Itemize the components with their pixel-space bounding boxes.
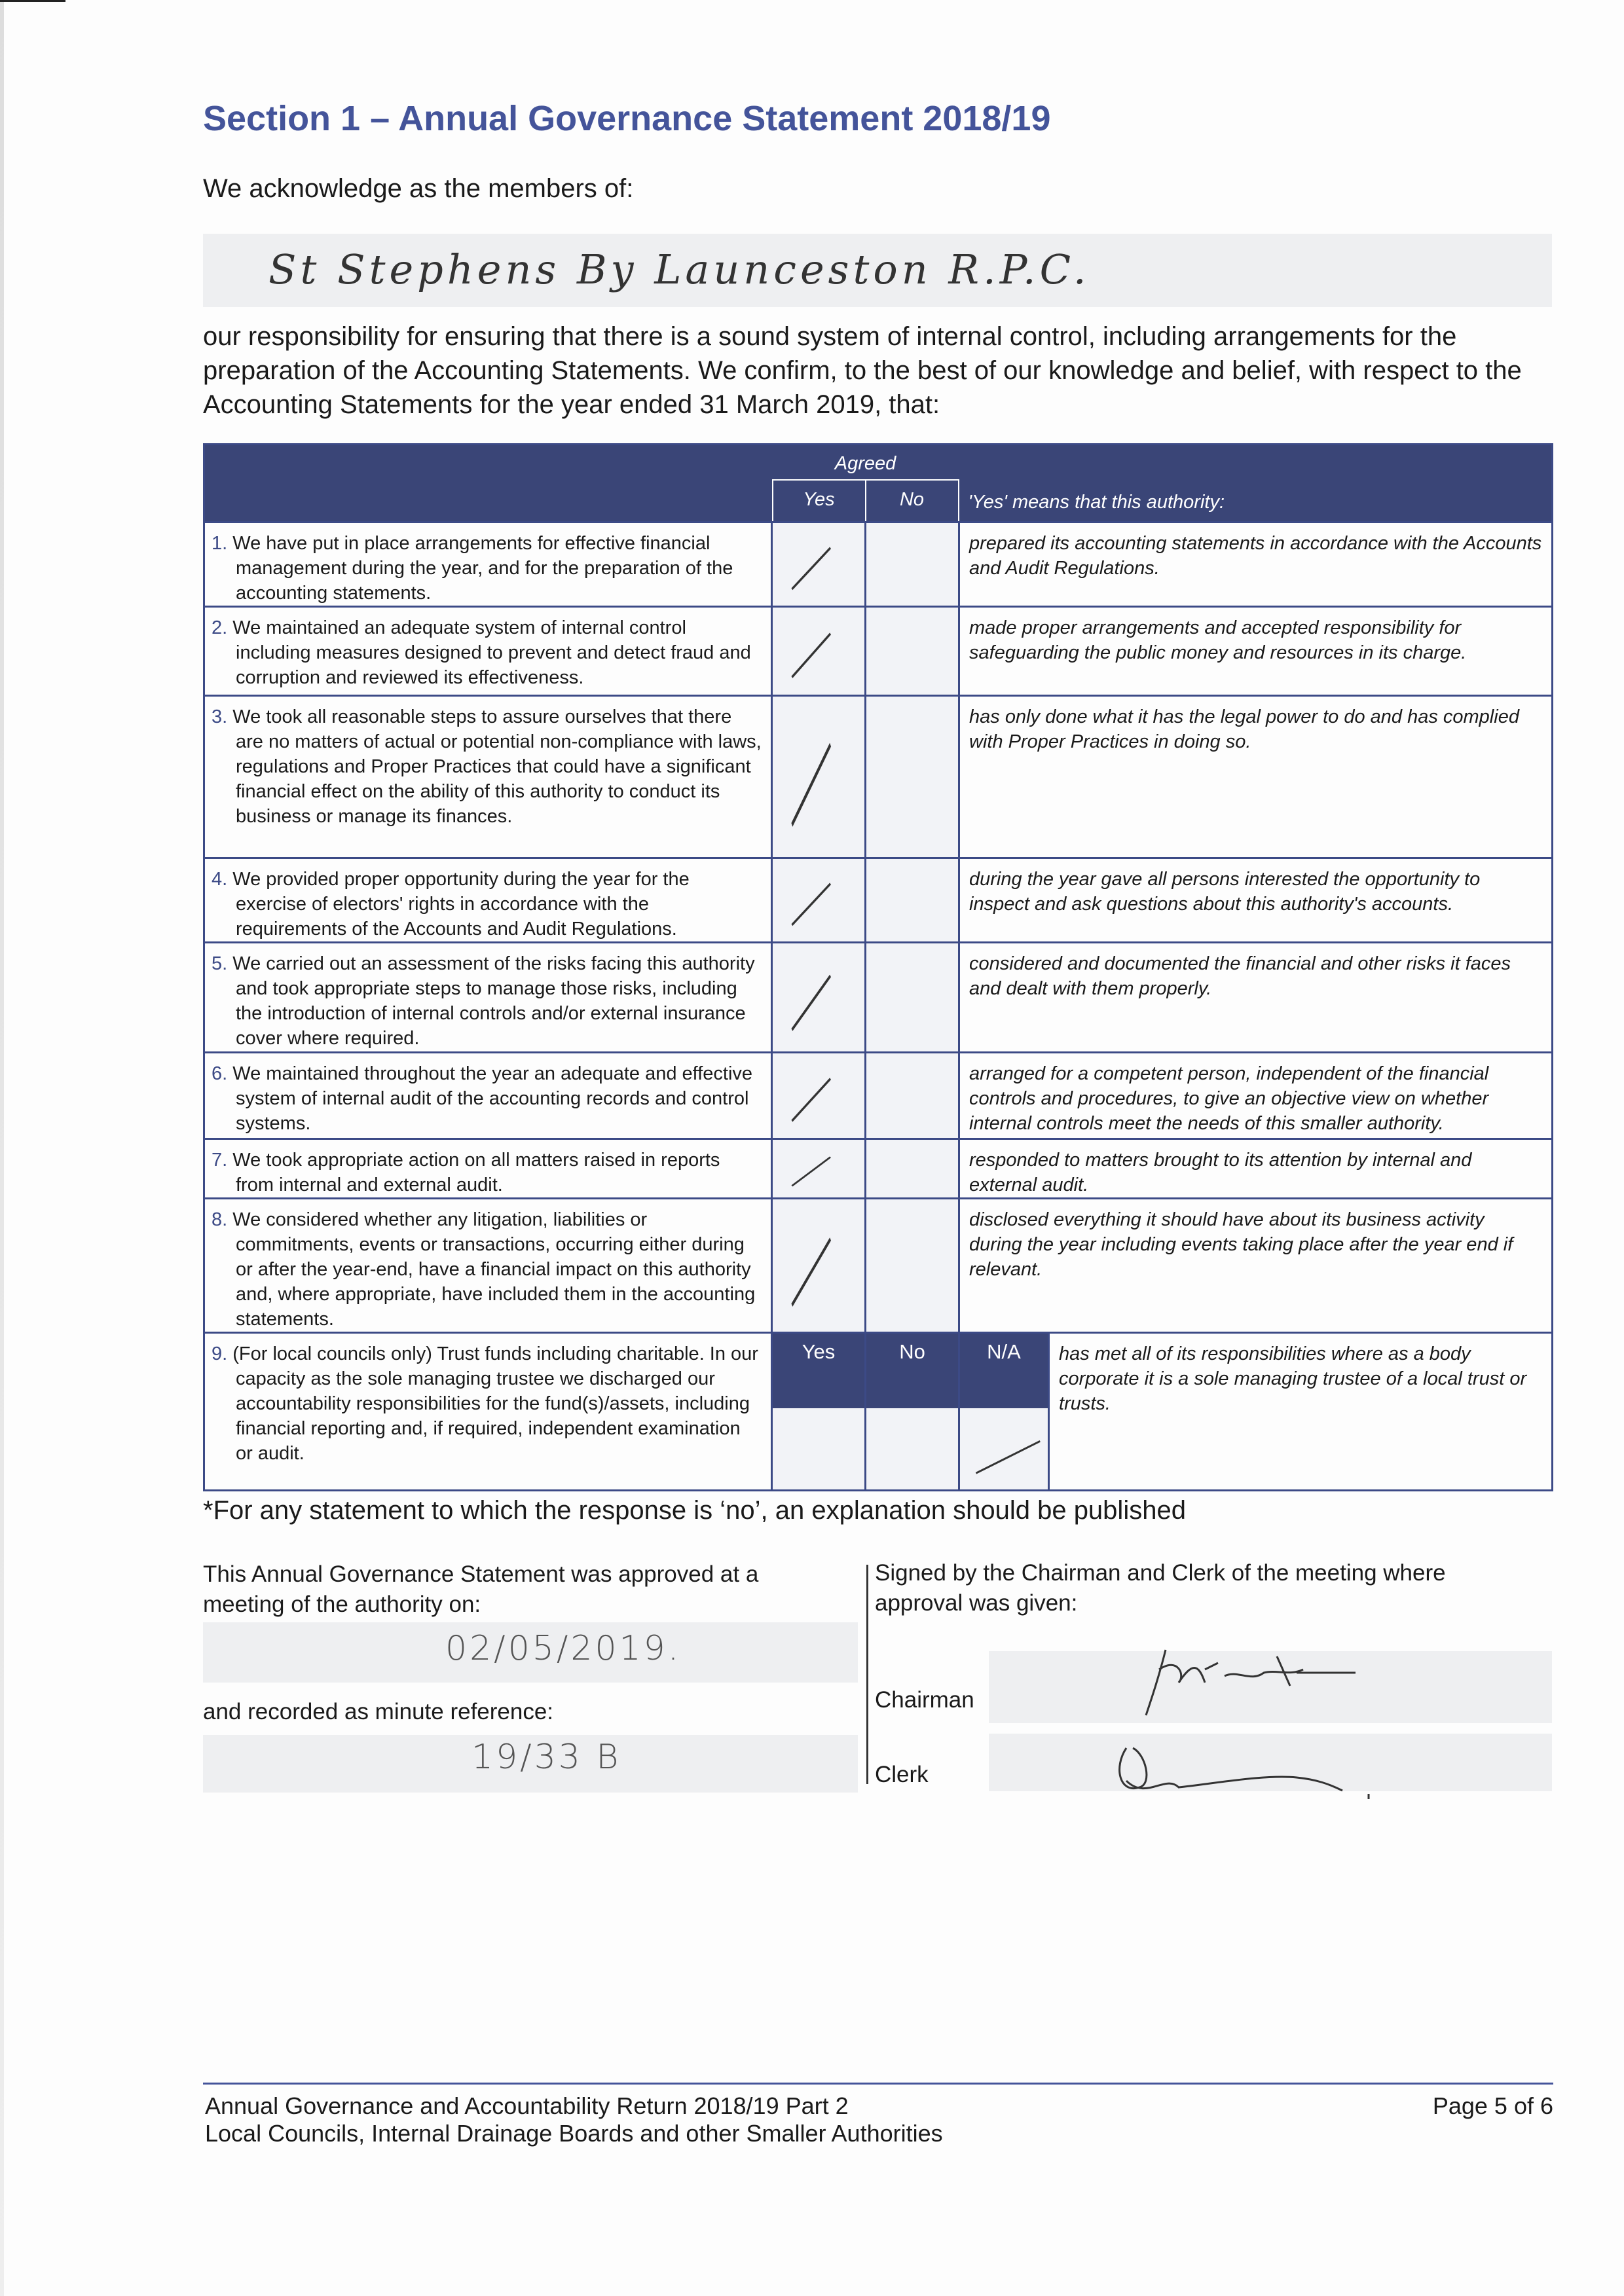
yes-header-9: Yes — [773, 1334, 864, 1408]
statement-cell — [204, 1199, 772, 1333]
yes-checkbox[interactable] — [772, 858, 866, 943]
statement-text: We carried out an assessment of the risks facing this authority and took appropriate steps to manage those risks, including the introduction of internal controls and/or external insurance cover where required. — [232, 953, 755, 1049]
statement-row — [204, 607, 1553, 696]
page-number: Page 5 of 6 — [1432, 2092, 1553, 2119]
statement-text: We have put in place arrangements for effective financial management during the year, and for the preparation of the accounting statements. — [232, 533, 733, 604]
statement-row — [204, 1199, 1553, 1333]
approval-date-field[interactable] — [203, 1622, 858, 1683]
statement-number: 6. — [212, 1063, 228, 1084]
statement-cell — [204, 1333, 772, 1491]
statement-row — [204, 1053, 1553, 1139]
check-mark-icon — [773, 1140, 864, 1197]
no-header-9: No — [866, 1334, 958, 1408]
meaning-cell: made proper arrangements and accepted responsibility for safeguarding the public money and resources in its charge. — [959, 607, 1553, 696]
page-title: Section 1 – Annual Governance Statement 2018/19 — [203, 99, 1051, 138]
na-header-9: N/A — [960, 1334, 1048, 1408]
authority-name-handwritten: St Stephens By Launceston R.P.C. — [268, 246, 1090, 293]
statement-text: (For local councils only) Trust funds including charitable. In our capacity as the sole managing trustee we discharged our accountability responsibilities for the fund(s)/assets, including financial reporting and, if required, independent examination or audit. — [232, 1343, 758, 1464]
check-mark-icon — [773, 697, 864, 857]
check-mark-icon — [773, 1053, 864, 1138]
statement-row — [204, 858, 1553, 943]
chairman-signature — [1146, 1650, 1356, 1715]
meaning-cell: responded to matters brought to its attention by internal and external audit. — [959, 1139, 1553, 1199]
signed-text: Signed by the Chairman and Clerk of the meeting where approval was given: — [875, 1560, 1446, 1616]
no-checkbox[interactable] — [866, 522, 959, 607]
statement-cell — [204, 943, 772, 1053]
meaning-cell: has only done what it has the legal power to do and has complied with Proper Practices in doing so. — [959, 696, 1553, 858]
no-checkbox[interactable] — [866, 858, 959, 943]
statement-text: We maintained throughout the year an adequate and effective system of internal audit of the accounting records and control systems. — [232, 1063, 753, 1134]
meaning-cell: has met all of its responsibilities where as a body corporate it is a sole managing trustee of a local trust or trusts. — [1049, 1333, 1553, 1491]
authority-name-field[interactable] — [203, 234, 1552, 307]
footer-text — [205, 2092, 943, 2147]
statement-text: We provided proper opportunity during the year for the exercise of electors' rights in accordance with the requirements of the Accounts and Audit Regulations. — [232, 869, 690, 939]
footer-line-2: Local Councils, Internal Drainage Boards and other Smaller Authorities — [205, 2120, 943, 2147]
clerk-label: Clerk — [875, 1762, 929, 1787]
yes-checkbox[interactable] — [772, 1139, 866, 1199]
statement-number: 4. — [212, 869, 228, 890]
statement-number: 5. — [212, 953, 228, 974]
check-mark-icon — [773, 1199, 864, 1332]
statement-cell — [204, 522, 772, 607]
yes-means-header: 'Yes' means that this authority: — [959, 445, 1553, 522]
chairman-label: Chairman — [875, 1687, 974, 1713]
statement-number: 8. — [212, 1209, 228, 1230]
statement-number: 3. — [212, 706, 228, 727]
check-mark-icon — [773, 859, 864, 941]
scan-edge — [0, 0, 4, 2296]
statement-number: 1. — [212, 533, 228, 554]
no-checkbox[interactable] — [866, 943, 959, 1053]
statement-cell — [204, 696, 772, 858]
footnote: *For any statement to which the response is ‘no’, an explanation should be published — [203, 1496, 1186, 1525]
meaning-cell: prepared its accounting statements in accordance with the Accounts and Audit Regulations. — [959, 522, 1553, 607]
statement-cell — [204, 607, 772, 696]
statement-row — [204, 1139, 1553, 1199]
statement-cell — [204, 1139, 772, 1199]
yes-checkbox[interactable] — [772, 522, 866, 607]
check-mark-icon — [773, 608, 864, 695]
statement-row — [204, 696, 1553, 858]
minute-label: and recorded as minute reference: — [203, 1699, 554, 1724]
meaning-cell: during the year gave all persons interested the opportunity to inspect and ask questions about this authority's accounts. — [959, 858, 1553, 943]
signatures — [1080, 1637, 1447, 1807]
na-checkbox-9[interactable] — [959, 1333, 1049, 1491]
yes-checkbox-9[interactable] — [772, 1333, 866, 1491]
intro-paragraph: our responsibility for ensuring that there is a sound system of internal control, including arrangements for the preparation of the Accounting Statements. We confirm, to the best of our knowledge and belief, with respect to the Accounting Statements for the year ended 31 March 2019, that: — [203, 322, 1522, 419]
scan-corner-line — [0, 0, 65, 2]
minute-reference: 19/33 B — [471, 1738, 621, 1777]
yes-checkbox[interactable] — [772, 943, 866, 1053]
statement-text: We maintained an adequate system of internal control including measures designed to prevent and detect fraud and corruption and reviewed its effectiveness. — [232, 617, 751, 688]
meaning-cell: considered and documented the financial and other risks it faces and dealt with them properly. — [959, 943, 1553, 1053]
approval-date: 02/05/2019. — [445, 1629, 682, 1668]
statement-text: We took all reasonable steps to assure ourselves that there are no matters of actual or potential non-compliance with laws, regulations and Proper Practices that could have a significant financial effect on the ability of this authority to conduct its business or manage its finances. — [232, 706, 762, 827]
statement-row — [204, 943, 1553, 1053]
statement-number: 7. — [212, 1150, 228, 1171]
no-checkbox[interactable] — [866, 607, 959, 696]
approval-text: This Annual Governance Statement was approved at a meeting of the authority on: — [203, 1561, 759, 1617]
yes-checkbox[interactable] — [772, 1053, 866, 1139]
statement-text: We considered whether any litigation, liabilities or commitments, events or transactions, occurring either during or after the year-end, have a financial impact on this authority and, where appropriate, have included them in the accounting statements. — [232, 1209, 756, 1330]
footer-line-1: Annual Governance and Accountability Return 2018/19 Part 2 — [205, 2092, 849, 2119]
statement-number: 2. — [212, 617, 228, 638]
yes-checkbox[interactable] — [772, 607, 866, 696]
statement-cell — [204, 1053, 772, 1139]
statement-row — [204, 522, 1553, 607]
minute-reference-field[interactable] — [203, 1735, 858, 1793]
no-header: No — [899, 489, 925, 510]
no-checkbox[interactable] — [866, 1199, 959, 1333]
no-checkbox[interactable] — [866, 696, 959, 858]
governance-table — [203, 443, 1553, 1491]
footer-rule — [203, 2083, 1553, 2085]
statement-row-9 — [204, 1333, 1553, 1491]
yes-header: Yes — [773, 481, 866, 521]
yes-checkbox[interactable] — [772, 696, 866, 858]
statement-cell — [204, 858, 772, 943]
meaning-cell: disclosed everything it should have about its business activity during the year including events taking place after the year end if relevant. — [959, 1199, 1553, 1333]
check-mark-icon — [960, 1408, 1048, 1491]
meaning-cell: arranged for a competent person, independent of the financial controls and procedures, to give an objective view on whether internal controls meet the needs of this smaller authority. — [959, 1053, 1553, 1139]
check-mark-icon — [773, 523, 864, 606]
no-checkbox[interactable] — [866, 1053, 959, 1139]
yes-checkbox[interactable] — [772, 1199, 866, 1333]
check-mark-icon — [773, 943, 864, 1051]
statement-number: 9. — [212, 1343, 228, 1364]
acknowledge-text: We acknowledge as the members of: — [203, 174, 634, 203]
no-checkbox[interactable] — [866, 1139, 959, 1199]
clerk-signature — [1120, 1748, 1369, 1799]
agreed-header: Agreed — [834, 453, 896, 474]
statement-text: We took appropriate action on all matters raised in reports from internal and external audit. — [232, 1150, 720, 1195]
divider — [866, 1565, 868, 1784]
no-checkbox-9[interactable] — [866, 1333, 959, 1491]
